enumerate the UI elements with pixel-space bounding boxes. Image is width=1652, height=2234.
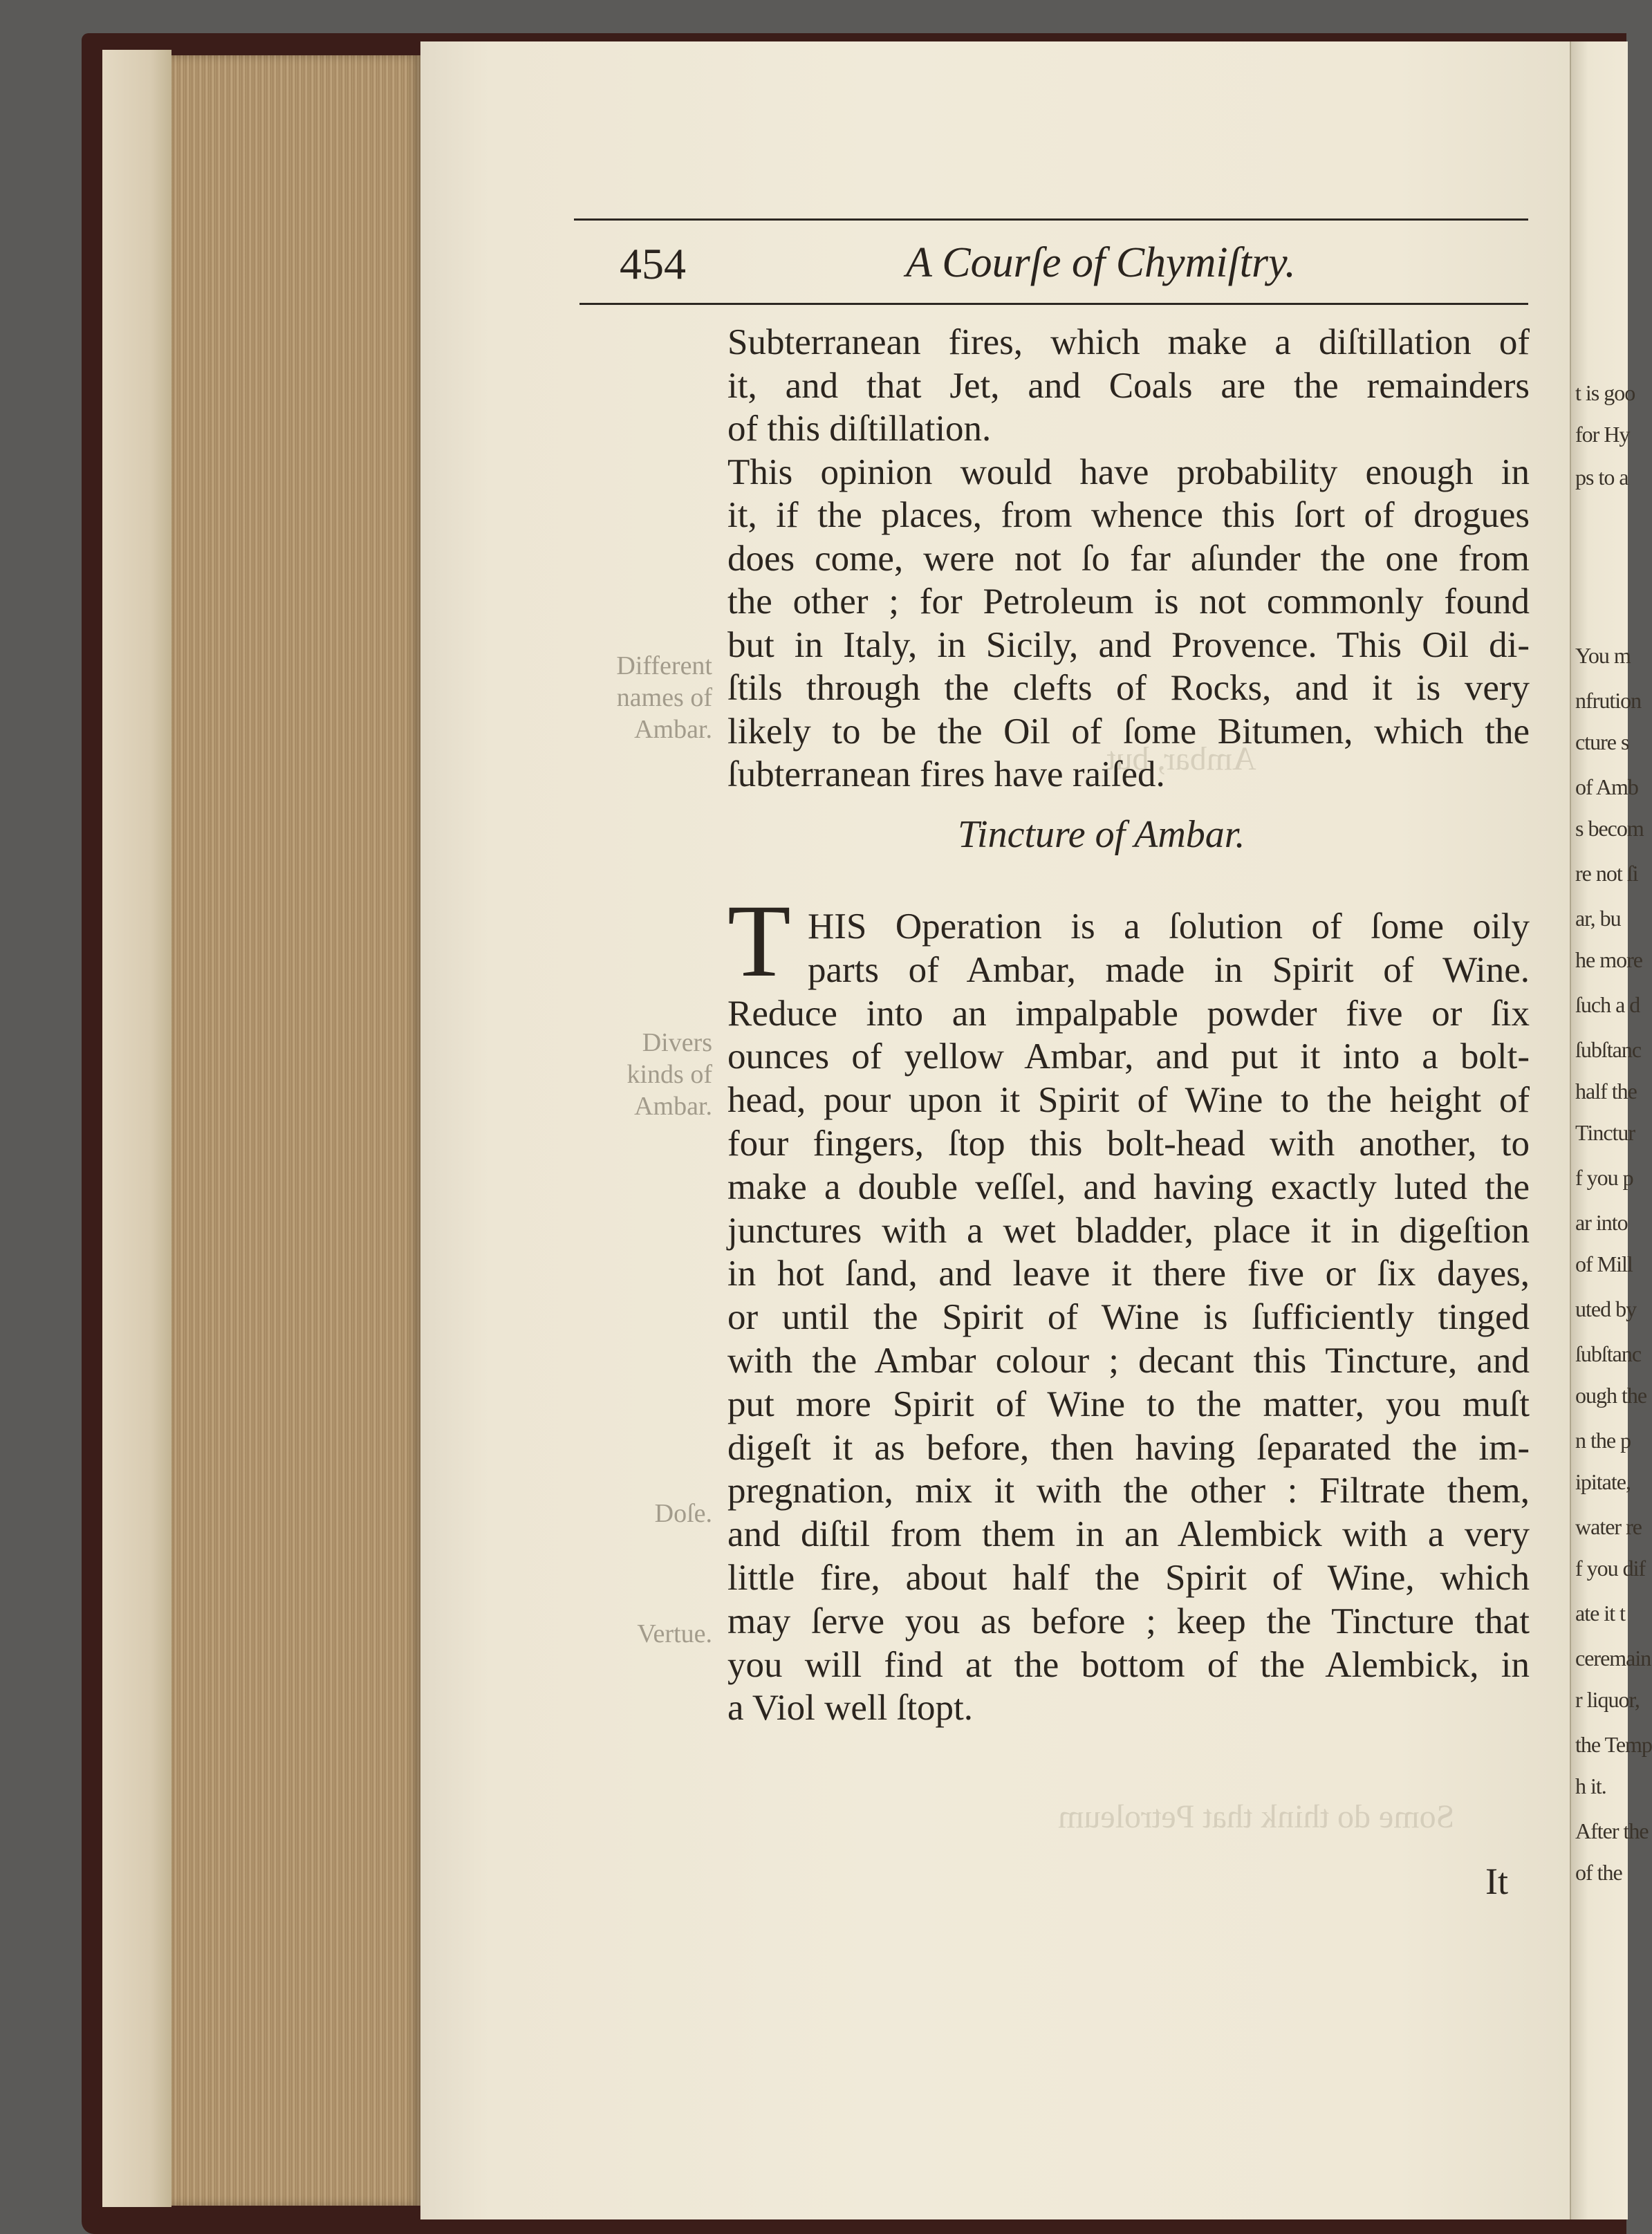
margin-note: Different names of Ambar. [616,651,712,744]
text-line: This opinion would have probability enough in [727,452,1530,492]
facing-page-fragment: ps to a [1575,465,1628,490]
bleed-through-text: Some do think that Petroleum [1058,1798,1455,1835]
bleed-through-text: Ambar, but [1106,741,1256,777]
page-edge-left [102,50,171,2207]
facing-page-fragment: t is goo [1575,380,1635,405]
facing-page-fragment: ceremain [1575,1646,1651,1670]
text-line: put more Spirit of Wine to the matter, you muſt [727,1384,1530,1424]
facing-page-fragment: After the [1575,1818,1649,1843]
facing-page-fragment: f you dif [1575,1556,1646,1581]
facing-page-fragment: n the p [1575,1428,1631,1453]
facing-page-fragment: ipitate, [1575,1469,1631,1494]
text-line: ſtils through the clefts of Rocks, and it is very [727,668,1530,708]
margin-note: Doſe. [654,1499,712,1528]
text-line: or until the Spirit of Wine is ſufficiently tinged [727,1297,1530,1338]
facing-page-fragment: cture s [1575,729,1629,754]
text-line: the other ; for Petroleum is not commonly found [727,581,1530,622]
text-line: make a double veſſel, and having exactly luted the [727,1166,1530,1207]
facing-page-fragment: ſubſtanc [1575,1037,1642,1062]
page-block-edges [171,55,420,2206]
text-line: head, pour upon it Spirit of Wine to the height of [727,1080,1530,1121]
text-line: and diſtil from them in an Alembick with a very [727,1514,1530,1555]
margin-note: Divers kinds of Ambar. [627,1028,712,1121]
text-line: may ſerve you as before ; keep the Tincture that [727,1601,1530,1641]
text-line: it, and that Jet, and Coals are the remainders [727,365,1530,406]
margin-note: Vertue. [637,1619,712,1648]
catchword: It [1485,1861,1508,1902]
facing-page-fragment: ar, bu [1575,906,1621,931]
facing-page-fragment: ſubſtanc [1575,1341,1642,1366]
facing-page-fragment: nfrution [1575,688,1642,713]
text-line: parts of Ambar, made in Spirit of Wine. [808,949,1530,990]
facing-page-fragment: of Amb [1575,774,1638,799]
text-line: junctures with a wet bladder, place it in digeſtion [727,1210,1530,1251]
facing-page-fragment: ſuch a d [1575,992,1640,1017]
text-line: Reduce into an impalpable powder five or ſix [727,993,1530,1034]
header-rule-top [574,218,1528,221]
text-line: four fingers, ſtop this bolt-head with another, to [727,1124,1530,1164]
book-page-right-edge [1570,41,1652,2219]
facing-page-fragment: of Mill [1575,1251,1633,1276]
facing-page-fragment: Tinctur [1575,1120,1635,1145]
facing-page-fragment: uted by [1575,1296,1637,1321]
text-line: digeſt it as before, then having ſeparated the im- [727,1427,1530,1468]
facing-page-fragment: re not ſi [1575,861,1638,886]
facing-page-fragment: f you p [1575,1165,1633,1190]
facing-page-fragment: of the [1575,1860,1622,1885]
facing-page-fragment: You m [1575,643,1631,668]
text-line: ounces of yellow Ambar, and put it into a bolt- [727,1036,1530,1077]
facing-page-fragment: for Hy [1575,422,1630,447]
section-heading: Tincture of Ambar. [958,813,1245,856]
text-line: you will find at the bottom of the Alembick, in [727,1644,1530,1685]
text-line: pregnation, mix it with the other : Filtrate them, [727,1471,1530,1511]
text-line: in hot ſand, and leave it there five or ſix dayes, [727,1254,1530,1294]
text-line: does come, were not ſo far aſunder the one from [727,538,1530,579]
facing-page-fragment: water re [1575,1514,1642,1539]
text-line: it, if the places, from whence this ſort of drogues [727,495,1530,535]
running-title: A Courſe of Chymiſtry. [906,239,1296,286]
page-number: 454 [620,239,686,288]
facing-page-fragment: h it. [1575,1774,1606,1798]
text-line: of this diſtillation. [727,409,992,449]
facing-page-fragment: ough the [1575,1383,1647,1408]
text-line: with the Ambar colour ; decant this Tincture, and [727,1341,1530,1381]
text-line: little fire, about half the Spirit of Wine, which [727,1558,1530,1598]
text-line: but in Italy, in Sicily, and Provence. This Oil di- [727,624,1530,665]
drop-cap: T [727,884,791,998]
facing-page-fragment: r liquor, [1575,1687,1640,1712]
facing-page-fragment: ar into [1575,1210,1628,1235]
facing-page-fragment: s becom [1575,816,1644,841]
text-line: ſubterranean fires have raiſed. [727,754,1165,794]
facing-page-fragment: he more [1575,947,1642,972]
text-line: Subterranean fires, which make a diſtillation of [727,322,1530,362]
text-line: a Viol well ſtopt. [727,1688,974,1729]
text-line: HIS Operation is a ſolution of ſome oily [808,906,1530,947]
facing-page-fragment: half the [1575,1079,1637,1104]
text-line: likely to be the Oil of ſome Bitumen, which the [727,711,1530,752]
facing-page-fragment: the Temp [1575,1732,1652,1757]
header-rule-bottom [579,303,1528,305]
facing-page-fragment: ate it t [1575,1601,1625,1626]
